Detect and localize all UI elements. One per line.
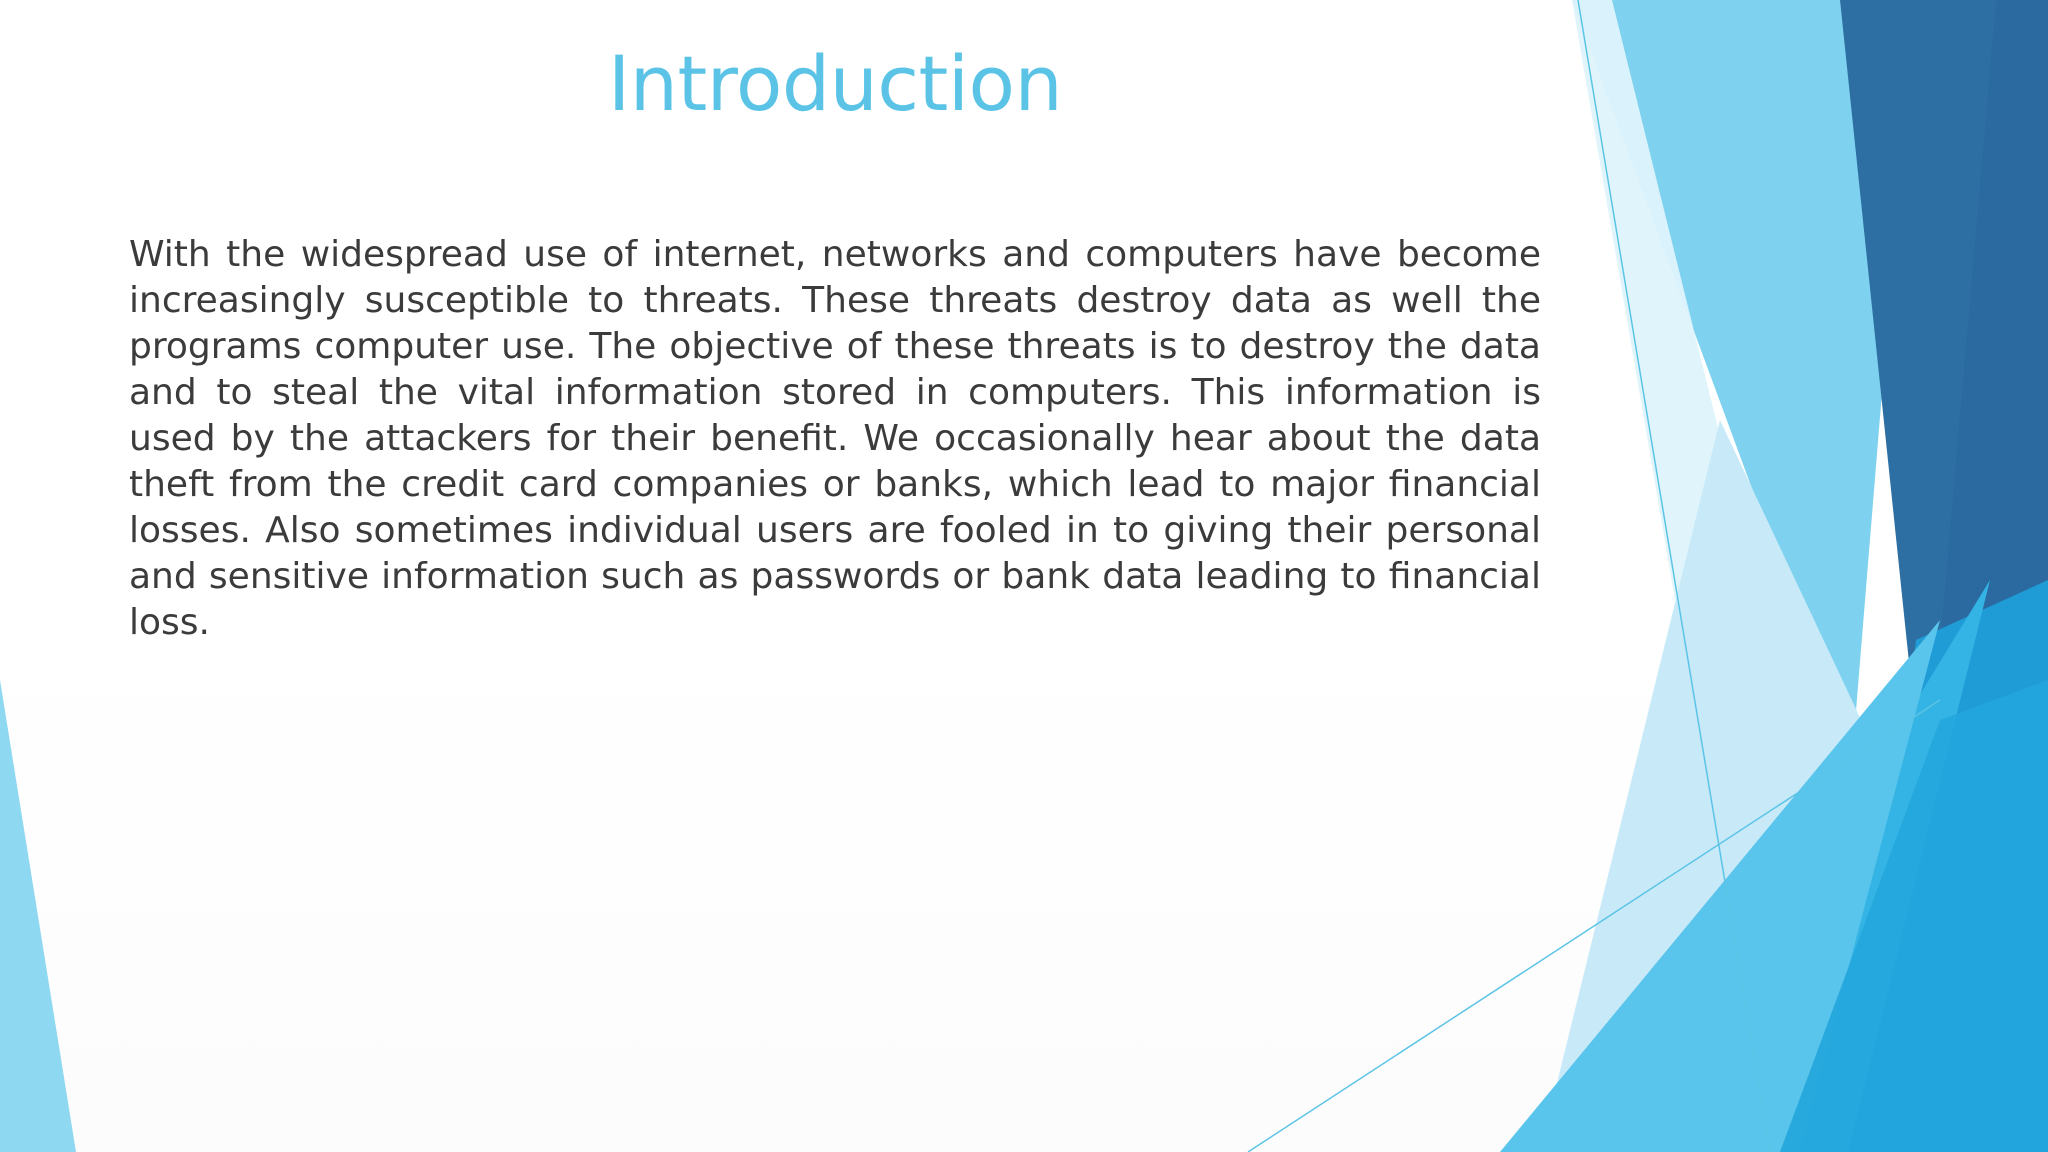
- left-accent-shape: [0, 680, 76, 1152]
- slide-title: Introduction: [607, 39, 1063, 128]
- slide-body-text: With the widespread use of internet, networks and computers have become increasingly susceptible to threats. These threats destroy data as well the programs computer use. The objective of these threats is to destroy the data and to steal the vital information stored in computers. This information is used by the attackers for their benefit. We occasionally hear about the data theft from the credit card companies or banks, which lead to major financial losses. Also sometimes individual users are fooled in to giving their personal and sensitive information such as passwords or bank data leading to financial loss.: [129, 234, 1541, 643]
